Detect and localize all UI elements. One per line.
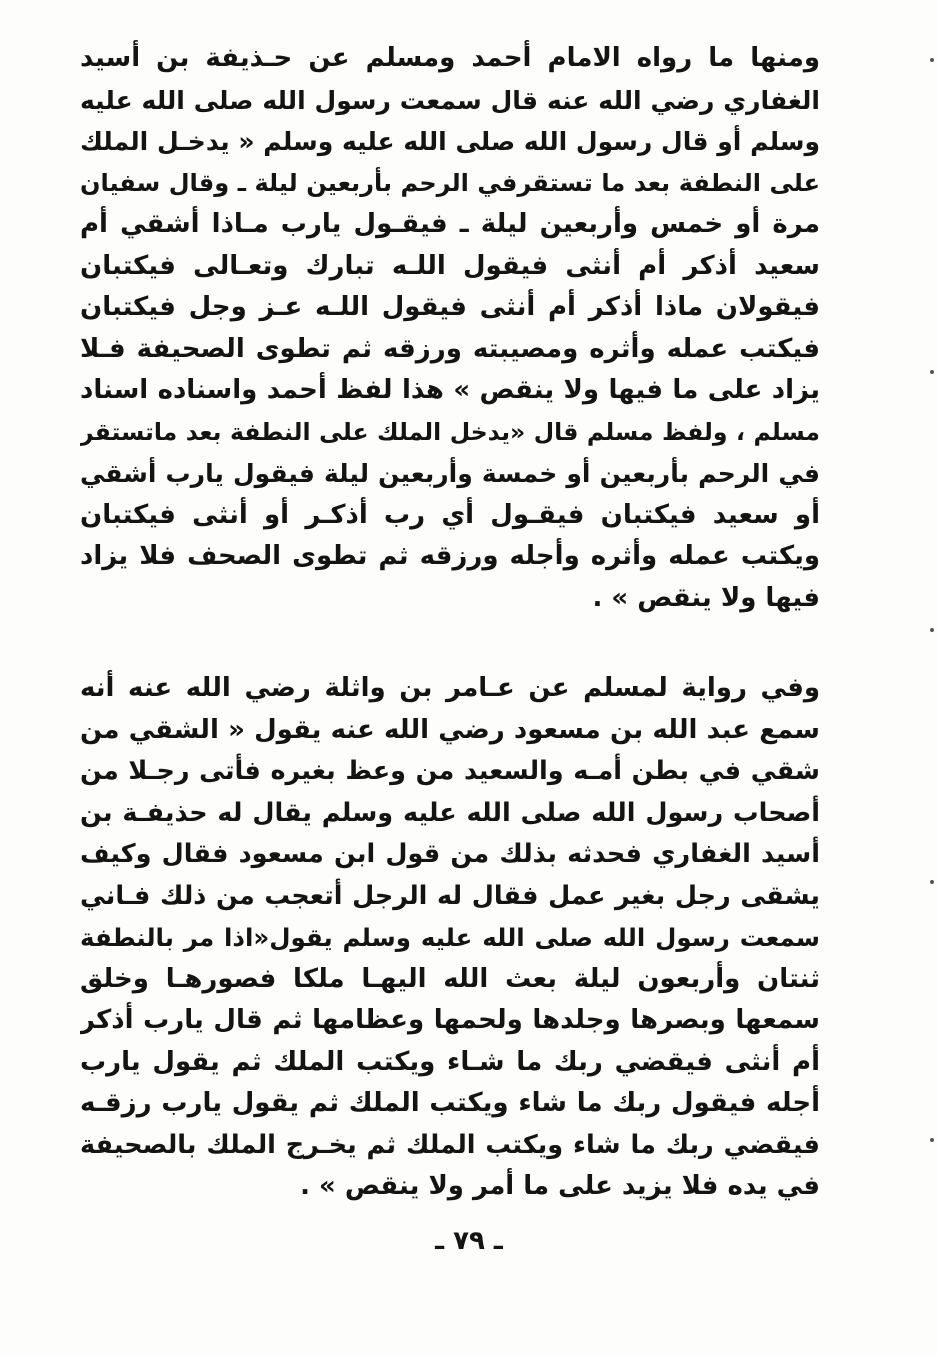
text-line: ويكتب عمله وأثره وأجله ورزقه ثم تطوى الصحف فلا يزاد [80, 541, 820, 571]
text-line: سعيد أذكر أم أنثى فيقول اللـه تبارك وتعـالى فيكتبان [80, 250, 820, 281]
line-text: ما رواه الامام أحمد ومسلم عن حـذيفة بن أسيد [80, 43, 735, 73]
scan-speck [930, 628, 934, 632]
text-line: على النطفة بعد ما تستقرفي الرحم بأربعين ليلة ـ وقال سفيان [80, 168, 820, 197]
text-line: مرة أو خمس وأربعين ليلة ـ فيقـول يارب مـاذا أشقي أم [80, 209, 820, 239]
scan-speck [930, 880, 934, 884]
lead-word: ومنها [750, 43, 820, 73]
text-line: يشقى رجل بغير عمل فقال له الرجل أتعجب من ذلك فـاني [80, 880, 820, 911]
text-line: سمع عبد الله بن مسعود رضي الله عنه يقول « الشقي من [80, 714, 820, 745]
text-line: في الرحم بأربعين أو خمسة وأربعين ليلة فيقول يارب أشقي [80, 459, 820, 488]
text-line: وفي رواية لمسلم عن عـامر بن واثلة رضي الله عنه أنه [80, 673, 820, 703]
text-line: فيقولان ماذا أذكر أم أنثى فيقول اللـه عـز وجل فيكتبان [80, 292, 820, 322]
text-line: فيكتب عمله وأثره ومصيبته ورزقه ثم تطوى الصحيفة فـلا [80, 333, 820, 364]
text-line: فيها ولا ينقص » . [592, 582, 820, 613]
text-line: أصحاب رسول الله صلى الله عليه وسلم يقال له حذيفـة بن [80, 797, 820, 828]
text-line: يزاد على ما فيها ولا ينقص » هذا لفظ أحمد واسناده اسناد [80, 375, 820, 405]
text-line: أجله فيقول ربك ما شاء ويكتب الملك ثم يقول يارب رزقـه [80, 1088, 820, 1118]
scan-speck [930, 58, 934, 62]
text-line: في يده فلا يزيد على ما أمر ولا ينقص » . [300, 1171, 820, 1201]
text-line: أو سعيد فيكتبان فيقـول أي رب أذكـر أو أنثى فيكتبان [80, 499, 820, 530]
text-line: فيقضي ربك ما شاء ويكتب الملك ثم يخـرج الملك بالصحيفة [80, 1129, 820, 1160]
paragraph-2 [80, 668, 820, 1208]
text-line: سمعها وبصرها وجلدها ولحمها وعظامها ثم قال يارب أذكر [80, 1005, 820, 1035]
text-line: أم أنثى فيقضي ربك ما شـاء ويكتب الملك ثم يقول يارب [80, 1046, 820, 1077]
text-line: سمعت رسول الله صلى الله عليه وسلم يقول«اذا مر بالنطفة [80, 923, 820, 952]
text-line: شقي في بطن أمـه والسعيد من وعظ بغيره فأتى رجـلا من [80, 756, 820, 786]
text-line: وسلم أو قال رسول الله صلى الله عليه وسلم « يدخـل الملك [80, 127, 820, 156]
text-line [80, 38, 820, 80]
text-line: مسلم ، ولفظ مسلم قال «يدخل الملك على النطفة بعد ماتستقر [80, 417, 820, 446]
text-line: ثنتان وأربعون ليلة بعث الله اليهـا ملكا فصورهـا وخلق [80, 963, 820, 994]
scan-speck [930, 370, 934, 374]
page-number: ـ ٧٩ ـ [435, 1226, 503, 1256]
paragraph-1 [80, 38, 820, 619]
scan-speck [930, 1138, 934, 1142]
text-line: الغفاري رضي الله عنه قال سمعت رسول الله صلى الله عليه [80, 85, 820, 115]
text-line: أسيد الغفاري فحدثه بذلك من قول ابن مسعود فقال وكيف [80, 839, 820, 869]
